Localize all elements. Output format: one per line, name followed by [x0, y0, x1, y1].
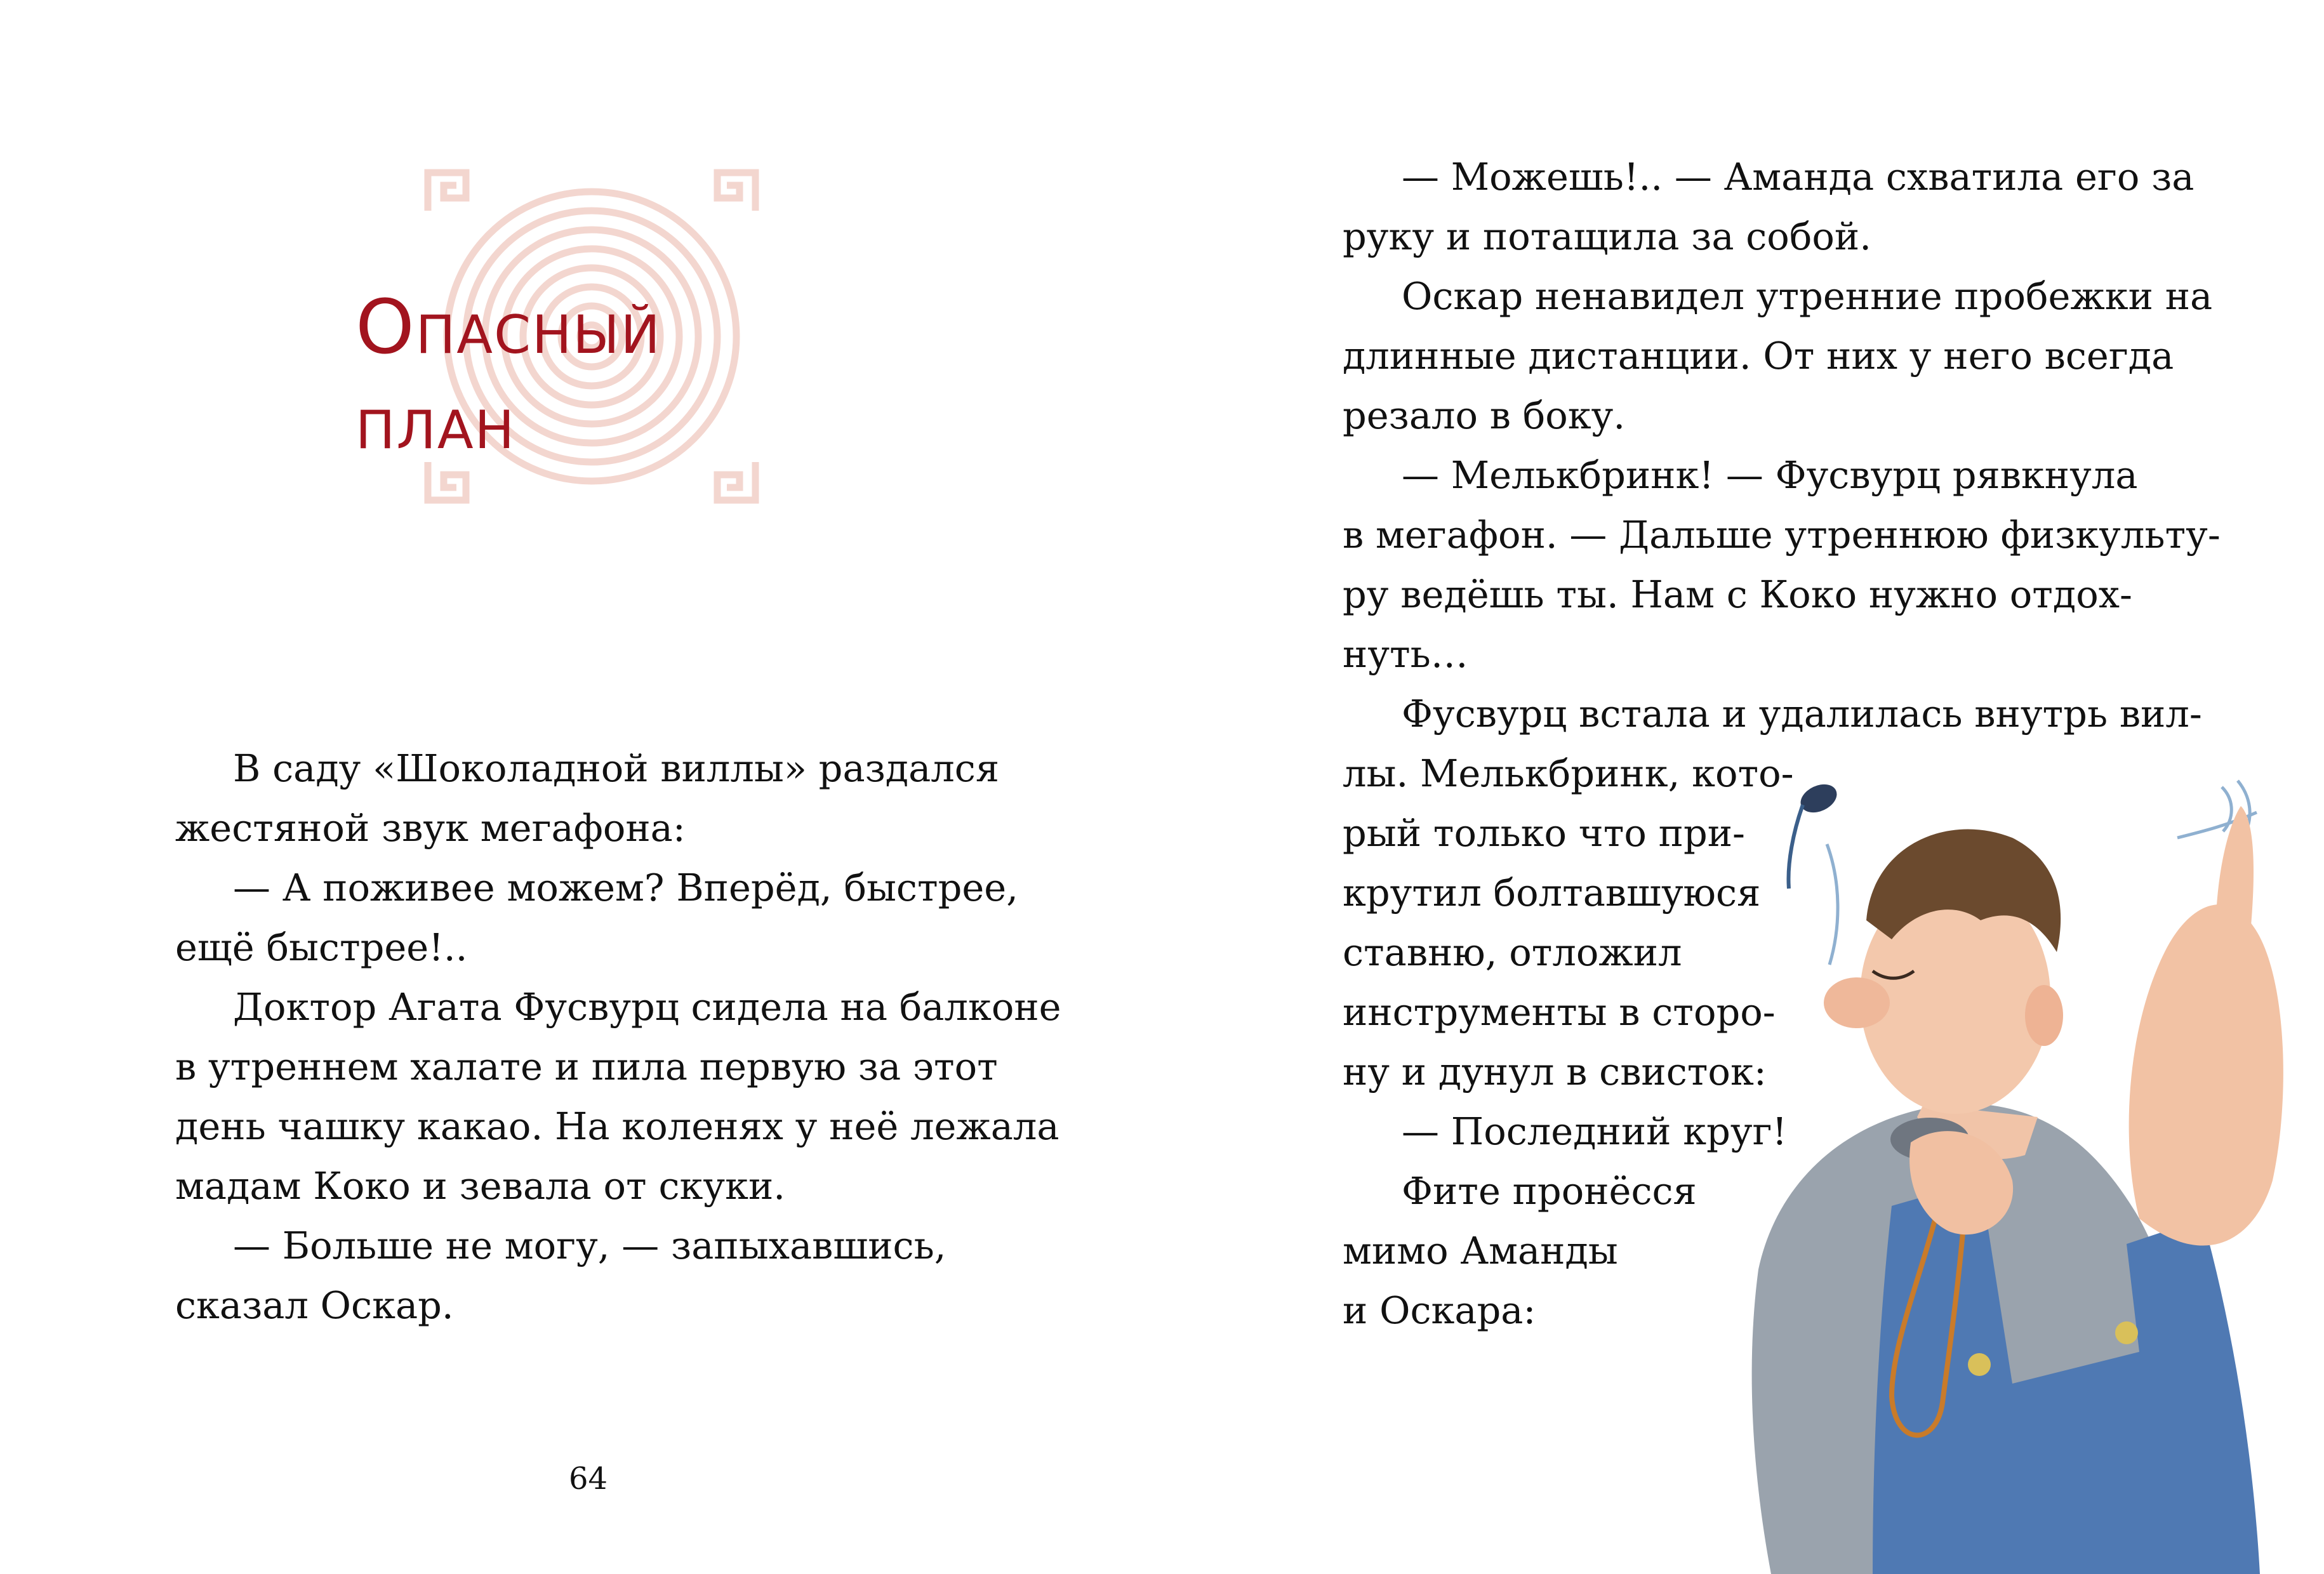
text-line: день чашку какао. На коленях у неё лежала [175, 1104, 1059, 1148]
text-line: длинные дистанции. От них у него всегда [1343, 334, 2174, 378]
page-number: 64 [569, 1461, 608, 1497]
text-line: — Можешь!.. — Аманда схватила его за [1402, 155, 2195, 199]
text-line: — Последний круг! [1402, 1109, 1788, 1153]
text-line: Фусвурц встала и удалилась внутрь вил- [1402, 692, 2202, 736]
text-line: в утреннем халате и пила первую за этот [175, 1045, 998, 1088]
text-line: ещё быстрее!.. [175, 925, 468, 969]
chapter-title: Опасный план [355, 283, 661, 466]
text-line: лы. Мелькбринк, кото- [1343, 751, 1794, 795]
text-line: крутил болтавшуюся [1343, 871, 1761, 915]
text-line: инструменты в сторо- [1343, 990, 1776, 1034]
text-line: Фите пронёсся [1402, 1169, 1697, 1213]
text-line: руку и потащила за собой. [1343, 215, 1871, 258]
text-line: рый только что при- [1343, 811, 1745, 855]
text-line: — А поживее можем? Вперёд, быстрее, [233, 866, 1018, 909]
text-line: — Мелькбринк! — Фусвурц рявкнула [1402, 453, 2138, 497]
whistling-man-illustration [1682, 762, 2324, 1574]
text-line: ру ведёшь ты. Нам с Коко нужно отдох- [1343, 572, 2132, 616]
text-line: жестяной звук мегафона: [175, 806, 686, 850]
text-line: ставню, отложил [1343, 930, 1682, 974]
text-line: — Больше не могу, — запыхавшись, [233, 1224, 946, 1267]
text-line: ну и дунул в свисток: [1343, 1050, 1767, 1094]
text-line: сказал Оскар. [175, 1283, 454, 1327]
text-line: В саду «Шоколадной виллы» раздался [233, 746, 1000, 790]
text-line: резало в боку. [1343, 394, 1626, 437]
text-line: и Оскара: [1343, 1288, 1536, 1332]
text-line: в мегафон. — Дальше утреннюю физкульту- [1343, 513, 2221, 557]
text-line: мимо Аманды [1343, 1229, 1618, 1273]
text-line: Оскар ненавидел утренние пробежки на [1402, 274, 2213, 318]
text-line: мадам Коко и зевала от скуки. [175, 1164, 786, 1208]
text-line: Доктор Агата Фусвурц сидела на балконе [233, 985, 1061, 1029]
text-line: нуть… [1343, 632, 1468, 676]
